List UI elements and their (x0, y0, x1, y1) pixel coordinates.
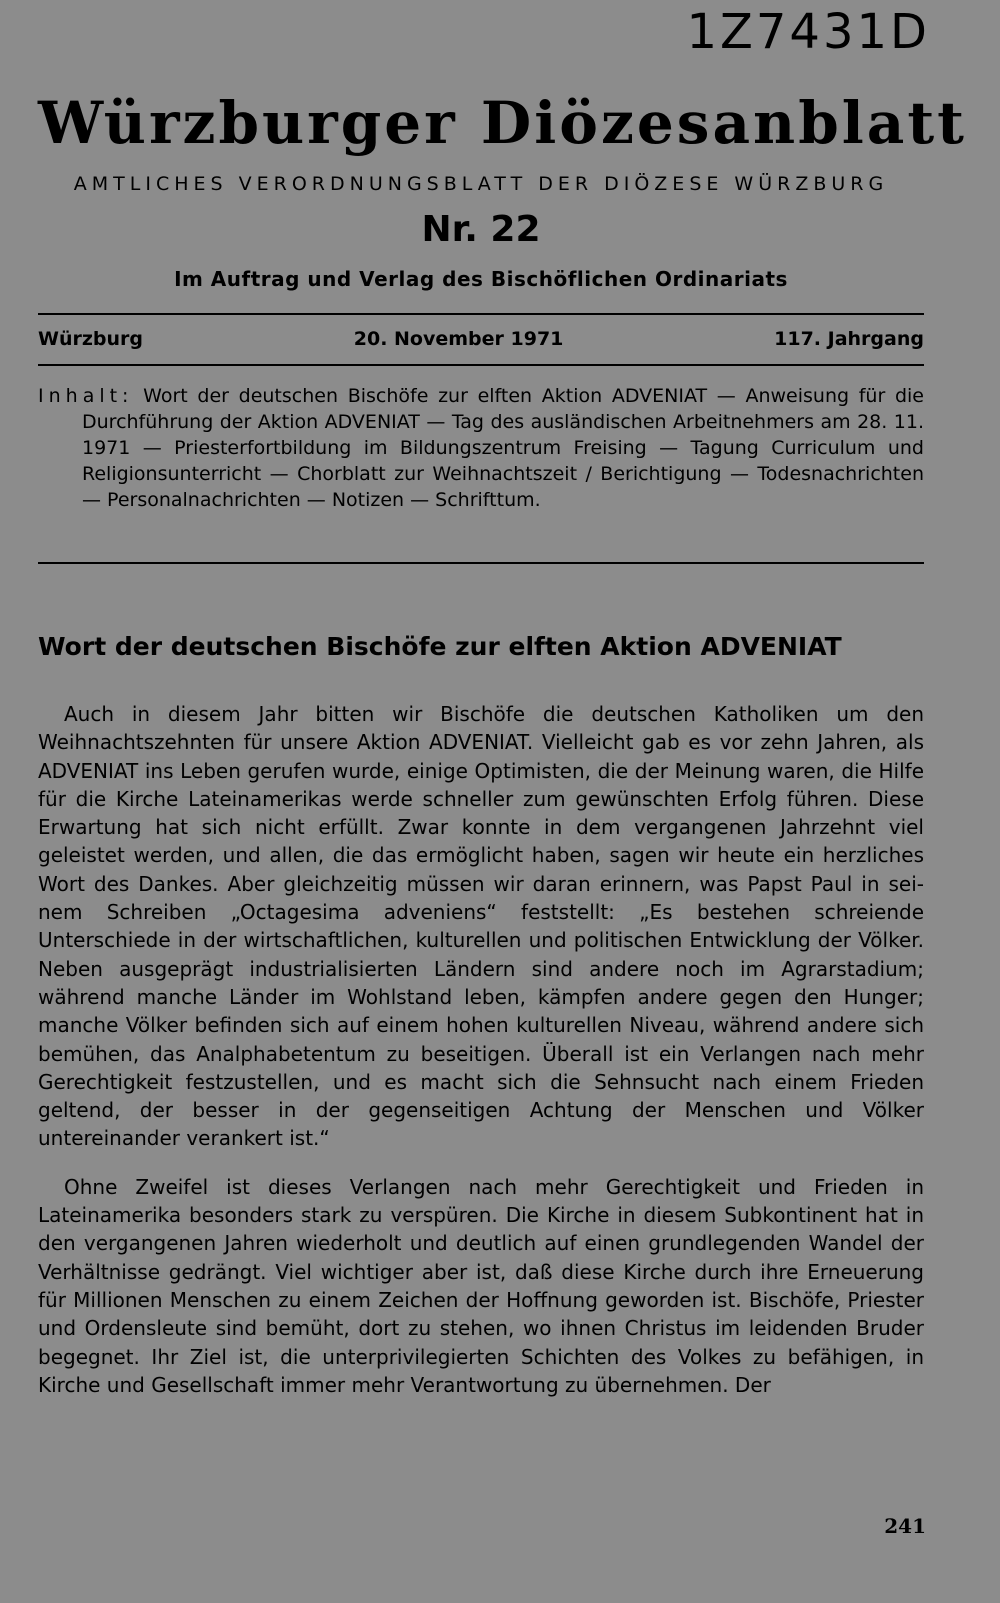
article-paragraph: Ohne Zweifel ist dieses Verlangen nach mehr Gerechtigkeit und Frieden in Lateinamerika besonders stark zu verspüren. Die Kirche in diesem Subkontinent hat in den vergangenen Jahren wiederholt und deutlich auf einen grundlegenden Wandel der Verhältnisse gedrängt. Viel wichtiger aber ist, daß diese Kirche durch ihre Erneuerung für Millionen Menschen zu einem Zeichen der Hoffnung geworden ist. Bischöfe, Priester und Ordensleute sind bemüht, dort zu stehen, wo ihnen Christus im leidenden Bruder begegnet. Ihr Ziel ist, die unterprivilegierten Schichten des Volkes zu befähigen, in Kirche und Gesellschaft immer mehr Verantwortung zu übernehmen. Der (38, 1174, 924, 1397)
divider-bottom (38, 562, 924, 564)
article-body (38, 700, 924, 1399)
dateline-date: 20. November 1971 (353, 328, 564, 350)
issue-number: Nr. 22 (421, 209, 541, 250)
divider-top (38, 313, 924, 315)
article-title: Wort der deutschen Bischöfe zur elften Aktion ADVENIAT (38, 632, 842, 661)
catalog-code: 1Z7431D (686, 4, 930, 60)
masthead-subtitle: AMTLICHES VERORDNUNGSBLATT DER DIÖZESE WÜRZBURG (73, 173, 889, 195)
masthead-title: Würzburger Diözesanblatt (38, 89, 967, 157)
publisher-line: Im Auftrag und Verlag des Bischöflichen Ordinariats (174, 267, 788, 291)
dateline-volume: 117. Jahrgang (774, 328, 924, 350)
page-number: 241 (884, 1514, 926, 1538)
dateline-place: Würzburg (38, 328, 144, 350)
article-paragraph: Auch in diesem Jahr bitten wir Bischöfe die deutschen Katholiken um den Weihnachtszehnten für unsere Aktion ADVENIAT. Vielleicht gab es vor zehn Jahren, als ADVENIAT ins Leben gerufen wurde, einige Optimisten, die der Meinung waren, die Hilfe für die Kirche Lateinamerikas werde schneller zum gewünschten Erfolg führen. Diese Erwartung hat sich nicht erfüllt. Zwar konnte in dem vergangenen Jahrzehnt viel geleistet werden, und allen, die das ermöglicht haben, sagen wir heute ein herzliches Wort des Dankes. Aber gleichzeitig müssen wir daran erinnern, was Papst Paul in seinem Schreiben „Octagesima adveniens“ feststellt: „Es bestehen schreiende Unterschiede in der wirtschaftlichen, kulturellen und politischen Entwicklung der Völker. Neben ausgeprägt industrialisierten Ländern sind andere noch im Agrarstadium; während manche Länder im Wohlstand leben, kämpfen andere gegen den Hunger; manche Völker befinden sich auf einem hohen kulturellen Niveau, während andere sich bemühen, das Analphabetentum zu beseitigen. Überall ist ein Verlangen nach mehr Gerechtigkeit festzustellen, und es macht sich die Sehnsucht nach einem Frieden geltend, der besser in der gegenseitigen Achtung der Menschen und Völker untereinander verankert ist.“ (38, 702, 924, 1151)
divider-middle (38, 364, 924, 366)
contents-text: Wort der deutschen Bischöfe zur elften Aktion ADVENIAT — Anweisung für die Durchführung der Aktion ADVENIAT — Tag des ausländischen Arbeitnehmers am 28. 11. 1971 — Priesterfortbildung im Bildungszentrum Freising — Tagung Curriculum und Religionsunterricht — Chorblatt zur Weihnachtszeit / Berichtigung — Todesnachrichten — Personalnachrichten — Notizen — Schrifttum. (82, 385, 924, 511)
contents-lead: Inhalt: (38, 385, 134, 407)
dateline (38, 324, 924, 354)
table-of-contents (38, 383, 924, 513)
